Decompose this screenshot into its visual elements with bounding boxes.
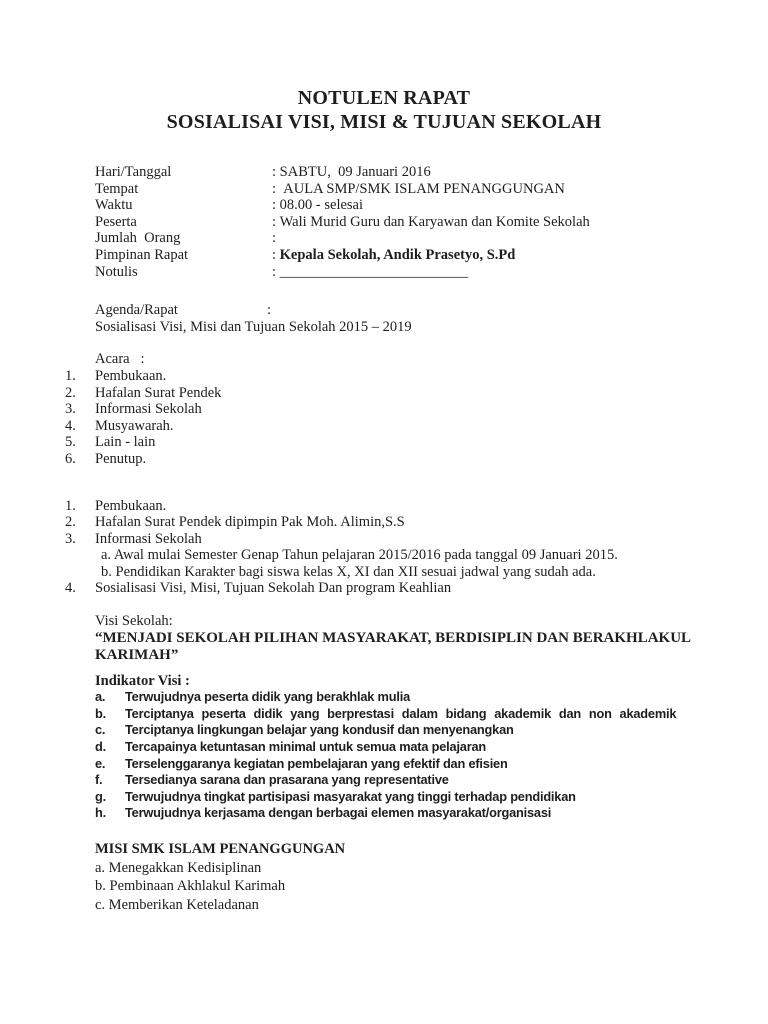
detail-label: Notulis [95, 263, 138, 280]
agenda-section [95, 302, 708, 335]
item-letter: a. [95, 689, 106, 705]
meeting-details [95, 164, 708, 280]
acara-section [65, 351, 708, 467]
item-text: Tercapainya ketuntasan minimal untuk semua mata pelajaran [125, 739, 487, 755]
list-item [65, 434, 708, 451]
title-line-2: SOSIALISAI VISI, MISI & TUJUAN SEKOLAH [166, 111, 602, 133]
detail-label: Peserta [95, 213, 137, 230]
item-text: Tersedianya sarana dan prasarana yang representative [125, 772, 449, 788]
detail-separator: : [272, 164, 277, 180]
detail-label: Hari/Tanggal [95, 164, 172, 180]
indikator-item [95, 756, 708, 773]
detail-label: Jumlah Orang [95, 230, 181, 247]
acara-list [65, 367, 708, 468]
item-text: Informasi Sekolah [95, 401, 202, 418]
list-item [65, 530, 708, 548]
indikator-item [95, 772, 708, 789]
item-number: 3. [65, 401, 76, 418]
detail-row-hari-tanggal [95, 164, 708, 181]
document-title [0, 0, 768, 134]
detail-label: Waktu [95, 197, 133, 214]
visi-section [95, 613, 708, 822]
sub-item: a. Awal mulai Semester Genap Tahun pelajaran 2015/2016 pada tanggal 09 Januari 2015. [101, 547, 618, 564]
list-item [65, 384, 708, 402]
item-number: 1. [65, 367, 76, 384]
item-text: Pembukaan. [95, 367, 167, 384]
item-number: 2. [65, 384, 76, 401]
detail-separator: : [272, 246, 277, 263]
misi-item: c. Memberikan Keteladanan [95, 896, 259, 913]
item-letter: b. [95, 705, 106, 721]
item-letter: c. [95, 722, 106, 738]
item-letter: h. [95, 805, 106, 821]
indikator-list [95, 689, 708, 822]
indikator-item [95, 706, 708, 723]
misi-section [95, 840, 708, 914]
visi-statement-line-2: KARIMAH” [95, 647, 179, 664]
item-text: Terciptanya lingkungan belajar yang kondusif dan menyenangkan [125, 722, 514, 738]
document-body [0, 164, 768, 914]
detail-value: AULA SMP/SMK ISLAM PENANGGUNGAN [276, 180, 565, 197]
list-item [65, 401, 708, 418]
acara-heading: Acara : [95, 351, 145, 368]
detail-row-tempat [95, 181, 708, 198]
item-text: Pembukaan. [95, 497, 167, 514]
detail-label: Tempat [95, 180, 139, 197]
sub-item: b. Pendidikan Karakter bagi siswa kelas X, XI dan XII sesuai jadwal yang sudah ada. [101, 563, 596, 580]
list-item [65, 580, 708, 597]
item-letter: g. [95, 788, 106, 804]
item-number: 4. [65, 580, 76, 597]
item-letter: d. [95, 739, 106, 755]
indikator-item [95, 689, 708, 706]
item-number: 3. [65, 530, 76, 547]
item-number: 4. [65, 417, 76, 434]
item-text: Terselenggaranya kegiatan pembelajaran yang efektif dan efisien [125, 755, 508, 771]
indikator-item [95, 739, 708, 756]
indikator-item [95, 722, 708, 739]
item-number: 6. [65, 450, 76, 467]
detail-value: Wali Murid Guru dan Karyawan dan Komite Sekolah [276, 213, 590, 230]
detail-row-pimpinan-rapat [95, 247, 708, 264]
detail-row-waktu [95, 197, 708, 214]
misi-item: a. Menegakkan Kedisiplinan [95, 859, 262, 876]
list-item [65, 417, 708, 435]
indikator-item [95, 805, 708, 822]
proceedings-section [65, 497, 708, 598]
item-text: Sosialisasi Visi, Misi, Tujuan Sekolah Dan program Keahlian [95, 580, 452, 597]
item-letter: f. [95, 772, 103, 788]
detail-separator: : [272, 263, 277, 280]
detail-separator: : [272, 230, 277, 247]
indikator-heading: Indikator Visi : [95, 672, 190, 689]
item-text: Informasi Sekolah [95, 530, 202, 547]
misi-item: b. Pembinaan Akhlakul Karimah [95, 878, 286, 894]
item-text: Terciptanya peserta didik yang berprestasi dalam bidang akademik dan non akademik [125, 705, 677, 721]
notulis-underline: __________________________ [276, 263, 469, 280]
item-number: 1. [65, 497, 76, 514]
indikator-item [95, 789, 708, 806]
list-item [65, 497, 708, 515]
detail-row-peserta [95, 214, 708, 231]
detail-value: SABTU, 09 Januari 2016 [276, 164, 431, 180]
detail-separator: : [272, 180, 277, 197]
item-text: Lain - lain [95, 434, 156, 451]
detail-label: Pimpinan Rapat [95, 246, 189, 263]
detail-value: 08.00 - selesai [276, 197, 364, 214]
list-item [65, 514, 708, 531]
item-text: Penutup. [95, 450, 147, 467]
detail-row-notulis [95, 264, 708, 281]
item-text: Hafalan Surat Pendek dipimpin Pak Moh. Alimin,S.S [95, 514, 405, 531]
item-text: Terwujudnya tingkat partisipasi masyarakat yang tinggi terhadap pendidikan [125, 788, 576, 804]
detail-value: Kepala Sekolah, Andik Prasetyo, S.Pd [276, 246, 516, 263]
item-text: Hafalan Surat Pendek [95, 384, 222, 401]
visi-statement-line-1: “MENJADI SEKOLAH PILIHAN MASYARAKAT, BERDISIPLIN DAN BERAKHLAKUL [95, 629, 692, 646]
list-item [65, 450, 708, 468]
misi-heading: MISI SMK ISLAM PENANGGUNGAN [95, 841, 346, 857]
item-text: Terwujudnya peserta didik yang berakhlak mulia [125, 689, 410, 705]
agenda-label: Agenda/Rapat [95, 302, 178, 319]
agenda-row [95, 302, 708, 319]
item-text: Terwujudnya kerjasama dengan berbagai elemen masyarakat/organisasi [125, 805, 552, 821]
detail-row-jumlah-orang [95, 230, 708, 247]
agenda-description: Sosialisasi Visi, Misi dan Tujuan Sekolah 2015 – 2019 [95, 318, 412, 335]
item-number: 2. [65, 514, 76, 531]
list-item [65, 367, 708, 385]
detail-separator: : [272, 197, 277, 214]
item-text: Musyawarah. [95, 417, 174, 434]
visi-heading: Visi Sekolah: [95, 613, 173, 630]
detail-separator: : [272, 213, 277, 230]
visi-statement [95, 630, 708, 665]
agenda-separator: : [267, 302, 272, 319]
title-line-1: NOTULEN RAPAT [297, 87, 471, 109]
item-number: 5. [65, 434, 76, 451]
item-letter: e. [95, 755, 106, 771]
